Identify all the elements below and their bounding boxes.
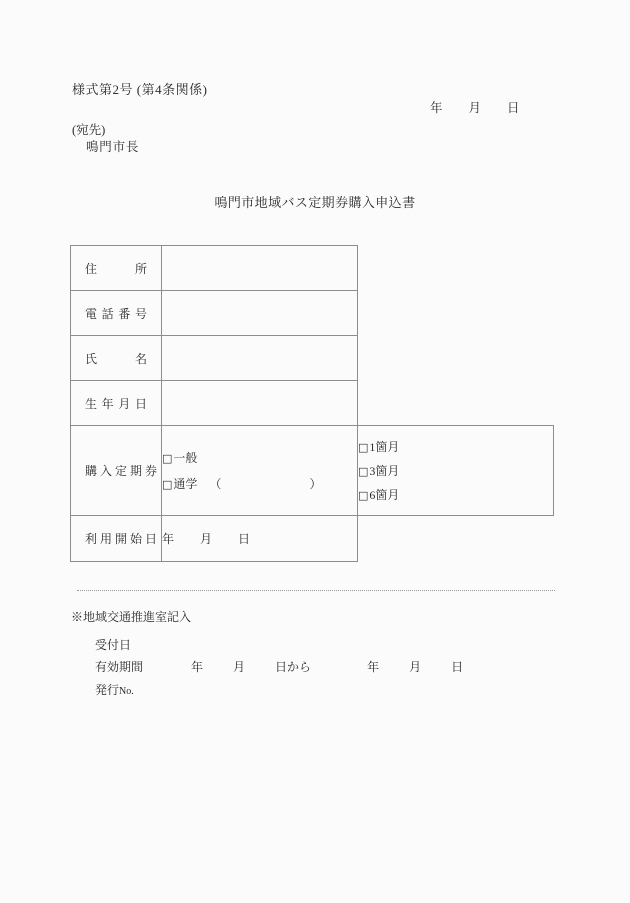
table-row-address	[71, 246, 554, 291]
label-pass-type-text: 購 入 定 期 券	[85, 464, 158, 478]
start-date-day-label: 日	[238, 532, 251, 546]
field-name[interactable]	[162, 336, 358, 381]
date-year-label: 年	[430, 101, 443, 115]
label-phone	[71, 291, 162, 336]
field-start-date[interactable]	[162, 516, 358, 562]
option-1-month[interactable]	[358, 435, 553, 459]
checkbox-1-month-icon[interactable]: □	[358, 440, 369, 454]
option-general-label: 一般	[173, 450, 198, 465]
table-row-pass-type	[71, 426, 554, 516]
office-issue-label: 発行	[95, 683, 120, 697]
validity-to-year: 年	[367, 660, 380, 674]
commuter-paren-open: （	[209, 476, 222, 491]
form-number: 様式第2号 (第4条関係)	[72, 82, 208, 97]
label-birthdate-text: 生 年 月 日	[85, 396, 147, 411]
validity-to-day: 日	[451, 660, 464, 674]
label-address-text: 住 所	[85, 261, 147, 276]
label-phone-text: 電 話 番 号	[85, 306, 147, 321]
office-use-note: ※地域交通推進室記入	[71, 610, 192, 624]
label-start-date	[71, 516, 162, 562]
checkbox-6-month-icon[interactable]: □	[358, 488, 369, 502]
field-birthdate[interactable]	[162, 381, 358, 426]
checkbox-commuter-icon[interactable]: □	[162, 477, 173, 491]
start-date-year-label: 年	[162, 532, 175, 546]
checkbox-general-icon[interactable]: □	[162, 451, 173, 465]
table-row-birthdate	[71, 381, 554, 426]
page-title: 鳴門市地域バス定期券購入申込書	[214, 195, 416, 210]
pass-type-options	[162, 426, 358, 516]
table-row-start-date	[71, 516, 554, 562]
section-divider	[77, 590, 555, 591]
field-phone[interactable]	[162, 291, 358, 336]
pass-duration-options	[358, 426, 554, 516]
label-name	[71, 336, 162, 381]
date-month-label: 月	[468, 101, 482, 115]
field-address[interactable]	[162, 246, 358, 291]
option-3-month[interactable]	[358, 459, 553, 483]
label-start-date-text: 利 用 開 始 日	[85, 532, 158, 546]
addressee-name: 鳴門市長	[86, 140, 140, 154]
label-birthdate	[71, 381, 162, 426]
validity-from-year: 年	[191, 660, 204, 674]
validity-from-day: 日から	[275, 660, 312, 674]
checkbox-3-month-icon[interactable]: □	[358, 464, 369, 478]
option-general[interactable]	[162, 445, 357, 471]
label-name-text: 氏 名	[85, 351, 147, 366]
label-pass-type	[71, 426, 162, 516]
table-row-name	[71, 336, 554, 381]
application-form-table	[70, 245, 554, 562]
start-date-month-label: 月	[200, 532, 213, 546]
office-validity-label: 有効期間	[95, 660, 144, 674]
table-row-phone	[71, 291, 554, 336]
submission-date-line	[430, 98, 520, 116]
option-6-month-label: 6箇月	[369, 487, 400, 502]
date-day-label: 日	[507, 101, 520, 115]
label-address	[71, 246, 162, 291]
option-1-month-label: 1箇月	[369, 439, 400, 454]
option-6-month[interactable]	[358, 483, 553, 507]
option-3-month-label: 3箇月	[369, 463, 400, 478]
office-issue-no-abbrev: No.	[119, 686, 134, 697]
validity-from-month: 月	[233, 660, 246, 674]
office-issue-number-row	[95, 681, 134, 698]
commuter-paren-close: ）	[309, 476, 322, 491]
office-validity-row	[95, 658, 463, 675]
option-commuter[interactable]	[162, 471, 357, 497]
office-reception-date-row	[95, 636, 131, 653]
validity-to-month: 月	[409, 660, 422, 674]
office-reception-date-label: 受付日	[95, 638, 132, 652]
addressee-label: (宛先)	[72, 123, 106, 137]
option-commuter-label: 通学	[173, 476, 198, 491]
